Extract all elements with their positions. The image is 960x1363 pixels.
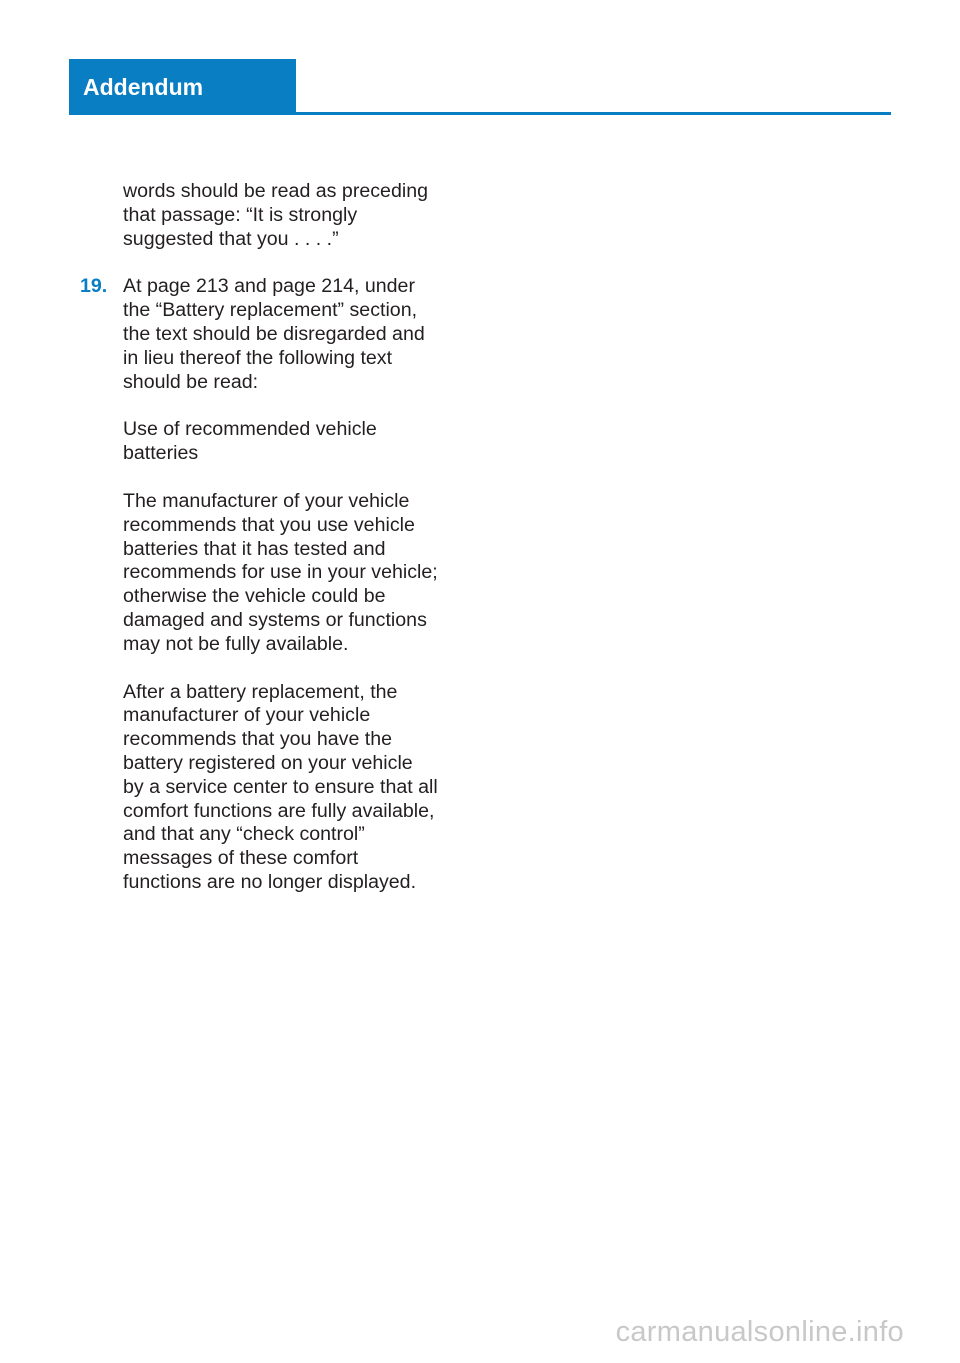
numbered-item-19: [80, 275, 480, 394]
paragraph-battery-registration: After a battery replacement, the manufacturer of your vehicle recommends that you have the battery registered on your vehicle by a service center to ensure that all comfort functions are fully available, and that any “check control” messages of these comfort functions are no longer displayed.: [123, 680, 438, 893]
header-divider: [69, 112, 891, 115]
section-title: Addendum: [83, 74, 204, 100]
subheading: Use of recommended vehicle batteries: [123, 418, 377, 465]
watermark: carmanualsonline.info: [615, 1316, 904, 1348]
item-text: At page 213 and page 214, under the “Battery replacement” section, the text should be disregarded and in lieu thereof the following text should be read:: [123, 275, 425, 393]
item-number: 19.: [80, 275, 108, 298]
continuation-paragraph: words should be read as preceding that passage: “It is strongly suggested that you . . . .”: [123, 180, 428, 250]
section-header-tab: [69, 59, 296, 114]
paragraph-recommended-batteries: The manufacturer of your vehicle recommends that you use vehicle batteries that it has tested and recommends for use in your vehicle; otherwise the vehicle could be damaged and systems or functions may not be fully available.: [123, 489, 438, 655]
page-content: [80, 180, 480, 919]
